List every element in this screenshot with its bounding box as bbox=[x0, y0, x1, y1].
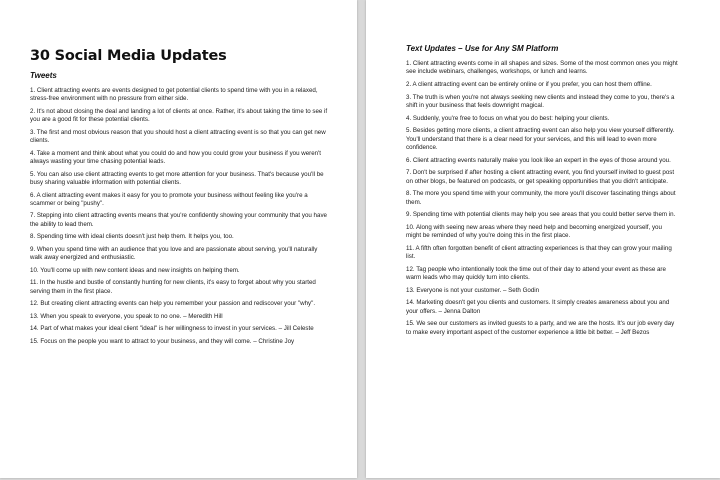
document-title: 30 Social Media Updates bbox=[30, 48, 227, 64]
update-item: 4. Take a moment and think about what you could do and how you could grow your business if you weren't always wasting your time chasing potential leads. bbox=[30, 149, 322, 166]
update-item: 8. Spending time with ideal clients doesn't just help them. It helps you, too. bbox=[30, 233, 234, 241]
text-updates-heading: Text Updates – Use for Any SM Platform bbox=[406, 44, 559, 53]
update-item: 11. A fifth often forgotten benefit of client attracting experiences is that they can grow your mailing list. bbox=[406, 244, 672, 261]
update-item: 14. Part of what makes your ideal client "ideal" is her willingness to invest in your services. – Jill Celeste bbox=[30, 325, 314, 333]
update-item: 7. Stepping into client attracting events means that you're confidently showing your community that you have the ability to lead them. bbox=[30, 212, 327, 228]
update-item: 2. It's not about closing the deal and landing a lot of clients at once. Rather, it's about taking the time to see if you are a good fit for these potential clients. bbox=[30, 107, 328, 124]
update-item: 9. When you spend time with an audience that you love and are passionate about serving, you'll naturally walk away energized and enthusiastic. bbox=[30, 245, 318, 262]
update-item: 1. Client attracting events come in all shapes and sizes. Some of the most common ones you might see include webinars, challenges, workshops, or lunch and learns. bbox=[406, 60, 678, 76]
text-updates-list bbox=[406, 60, 678, 337]
tweets-heading: Tweets bbox=[30, 71, 57, 80]
update-item: 6. A client attracting event makes it easy for you to promote your business without feeling like you're a scammer or being "pushy". bbox=[30, 191, 308, 207]
page-right-content bbox=[406, 44, 678, 341]
update-item: 12. But creating client attracting events can help you remember your passion and rediscover your "why". bbox=[30, 300, 316, 308]
update-item: 13. When you speak to everyone, you speak to no one. – Meredith Hill bbox=[30, 312, 223, 320]
update-item: 10. Along with seeing new areas where they need help and becoming energized yourself, you might be reminded of why you're doing this in the first place. bbox=[406, 223, 662, 240]
update-item: 7. Don't be surprised if after hosting a client attracting event, you find yourself invited to guest post on other blogs, be featured on podcasts, or get speaking opportunities that you didn't anticipate. bbox=[406, 169, 675, 185]
update-item: 13. Everyone is not your customer. – Seth Godin bbox=[406, 286, 540, 294]
update-item: 15. Focus on the people you want to attract to your business, and they will come. – Christine Joy bbox=[30, 337, 295, 345]
update-item: 5. You can also use client attracting events to get more attention for your business. That's because you'll be busy sharing valuable information with potential clients. bbox=[30, 170, 324, 187]
update-item: 4. Suddenly, you're free to focus on what you do best: helping your clients. bbox=[406, 114, 610, 122]
update-item: 12. Tag people who intentionally took the time out of their day to attend your event as these are warm leads who may quickly turn into clients. bbox=[406, 265, 666, 282]
update-item: 2. A client attracting event can be entirely online or if you prefer, you can host them offline. bbox=[406, 81, 652, 88]
update-item: 6. Client attracting events naturally make you look like an expert in the eyes of those around you. bbox=[406, 156, 671, 164]
update-item: 8. The more you spend time with your community, the more you'll discover fascinating things about them. bbox=[406, 190, 676, 206]
update-item: 3. The first and most obvious reason that you should host a client attracting event is so that you can get new clients. bbox=[30, 128, 326, 145]
update-item: 15. We see our customers as invited guests to a party, and we are the hosts. It's our job every day to make every important aspect of the customer experience a little bit better. – Jeff Bezos bbox=[406, 320, 675, 336]
page-right bbox=[366, 0, 720, 478]
update-item: 14. Marketing doesn't get you clients and customers. It simply creates awareness about you and your offers. – Jenna Dalton bbox=[406, 299, 670, 315]
update-item: 1. Client attracting events are events designed to get potential clients to spend time with you in a relaxed, stress-free environment with no pressure from either side. bbox=[30, 87, 318, 103]
page-left bbox=[0, 0, 357, 478]
tweets-list bbox=[30, 87, 328, 346]
update-item: 5. Besides getting more clients, a client attracting event can also help you view yourself differently. You'll understand that there is a clear need for your services, and this will lead to even more confidence. bbox=[406, 127, 675, 151]
update-item: 3. The truth is when you're not always seeking new clients and instead they come to you, there's a shift in your business that feels downright magical. bbox=[406, 93, 675, 109]
update-item: 10. You'll come up with new content ideas and new insights on helping them. bbox=[30, 266, 240, 274]
page-left-content bbox=[30, 47, 328, 350]
update-item: 9. Spending time with potential clients may help you see areas that you could better serve them in. bbox=[406, 211, 676, 219]
update-item: 11. In the hustle and bustle of constantly hunting for new clients, it's easy to forget about why you started serving them in the first place. bbox=[30, 279, 316, 295]
